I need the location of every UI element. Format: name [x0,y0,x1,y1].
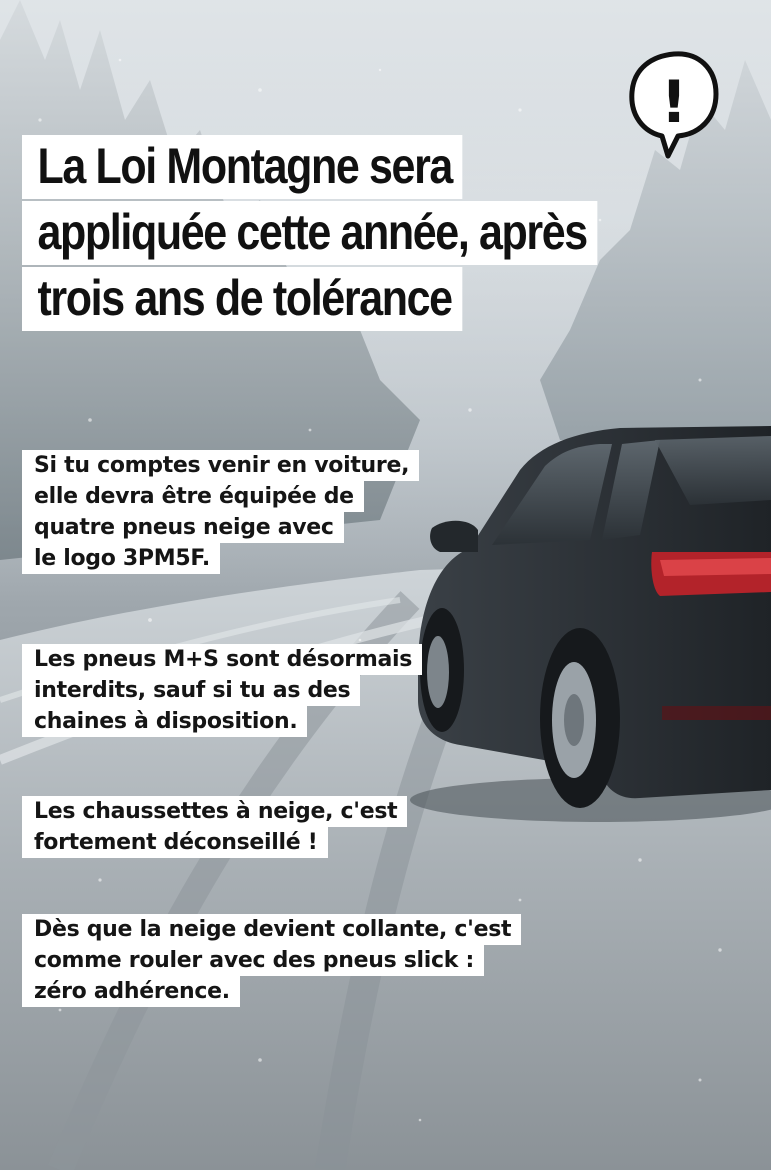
headline [22,135,752,333]
paragraph-line: Dès que la neige devient collante, c'est [22,914,521,945]
paragraph-line: Les pneus M+S sont désormais [22,644,422,675]
paragraph-snow-socks [22,796,407,858]
paragraph-ms-tires [22,644,422,737]
badge-symbol: ! [660,68,688,136]
paragraph-line: Si tu comptes venir en voiture, [22,450,419,481]
paragraph-line: interdits, sauf si tu as des [22,675,360,706]
paragraph-line: quatre pneus neige avec [22,512,344,543]
paragraph-sticky-snow [22,914,521,1007]
paragraph-line: elle devra être équipée de [22,481,364,512]
paragraph-line: zéro adhérence. [22,976,240,1007]
paragraph-tire-requirement [22,450,419,574]
paragraph-line: Les chaussettes à neige, c'est [22,796,407,827]
headline-line-3: trois ans de tolérance [22,267,462,331]
paragraph-line: le logo 3PM5F. [22,543,220,574]
paragraph-line: chaines à disposition. [22,706,307,737]
headline-line-2: appliquée cette année, après [22,201,597,265]
paragraph-line: comme rouler avec des pneus slick : [22,945,484,976]
paragraph-line: fortement déconseillé ! [22,827,328,858]
headline-line-1: La Loi Montagne sera [22,135,462,199]
